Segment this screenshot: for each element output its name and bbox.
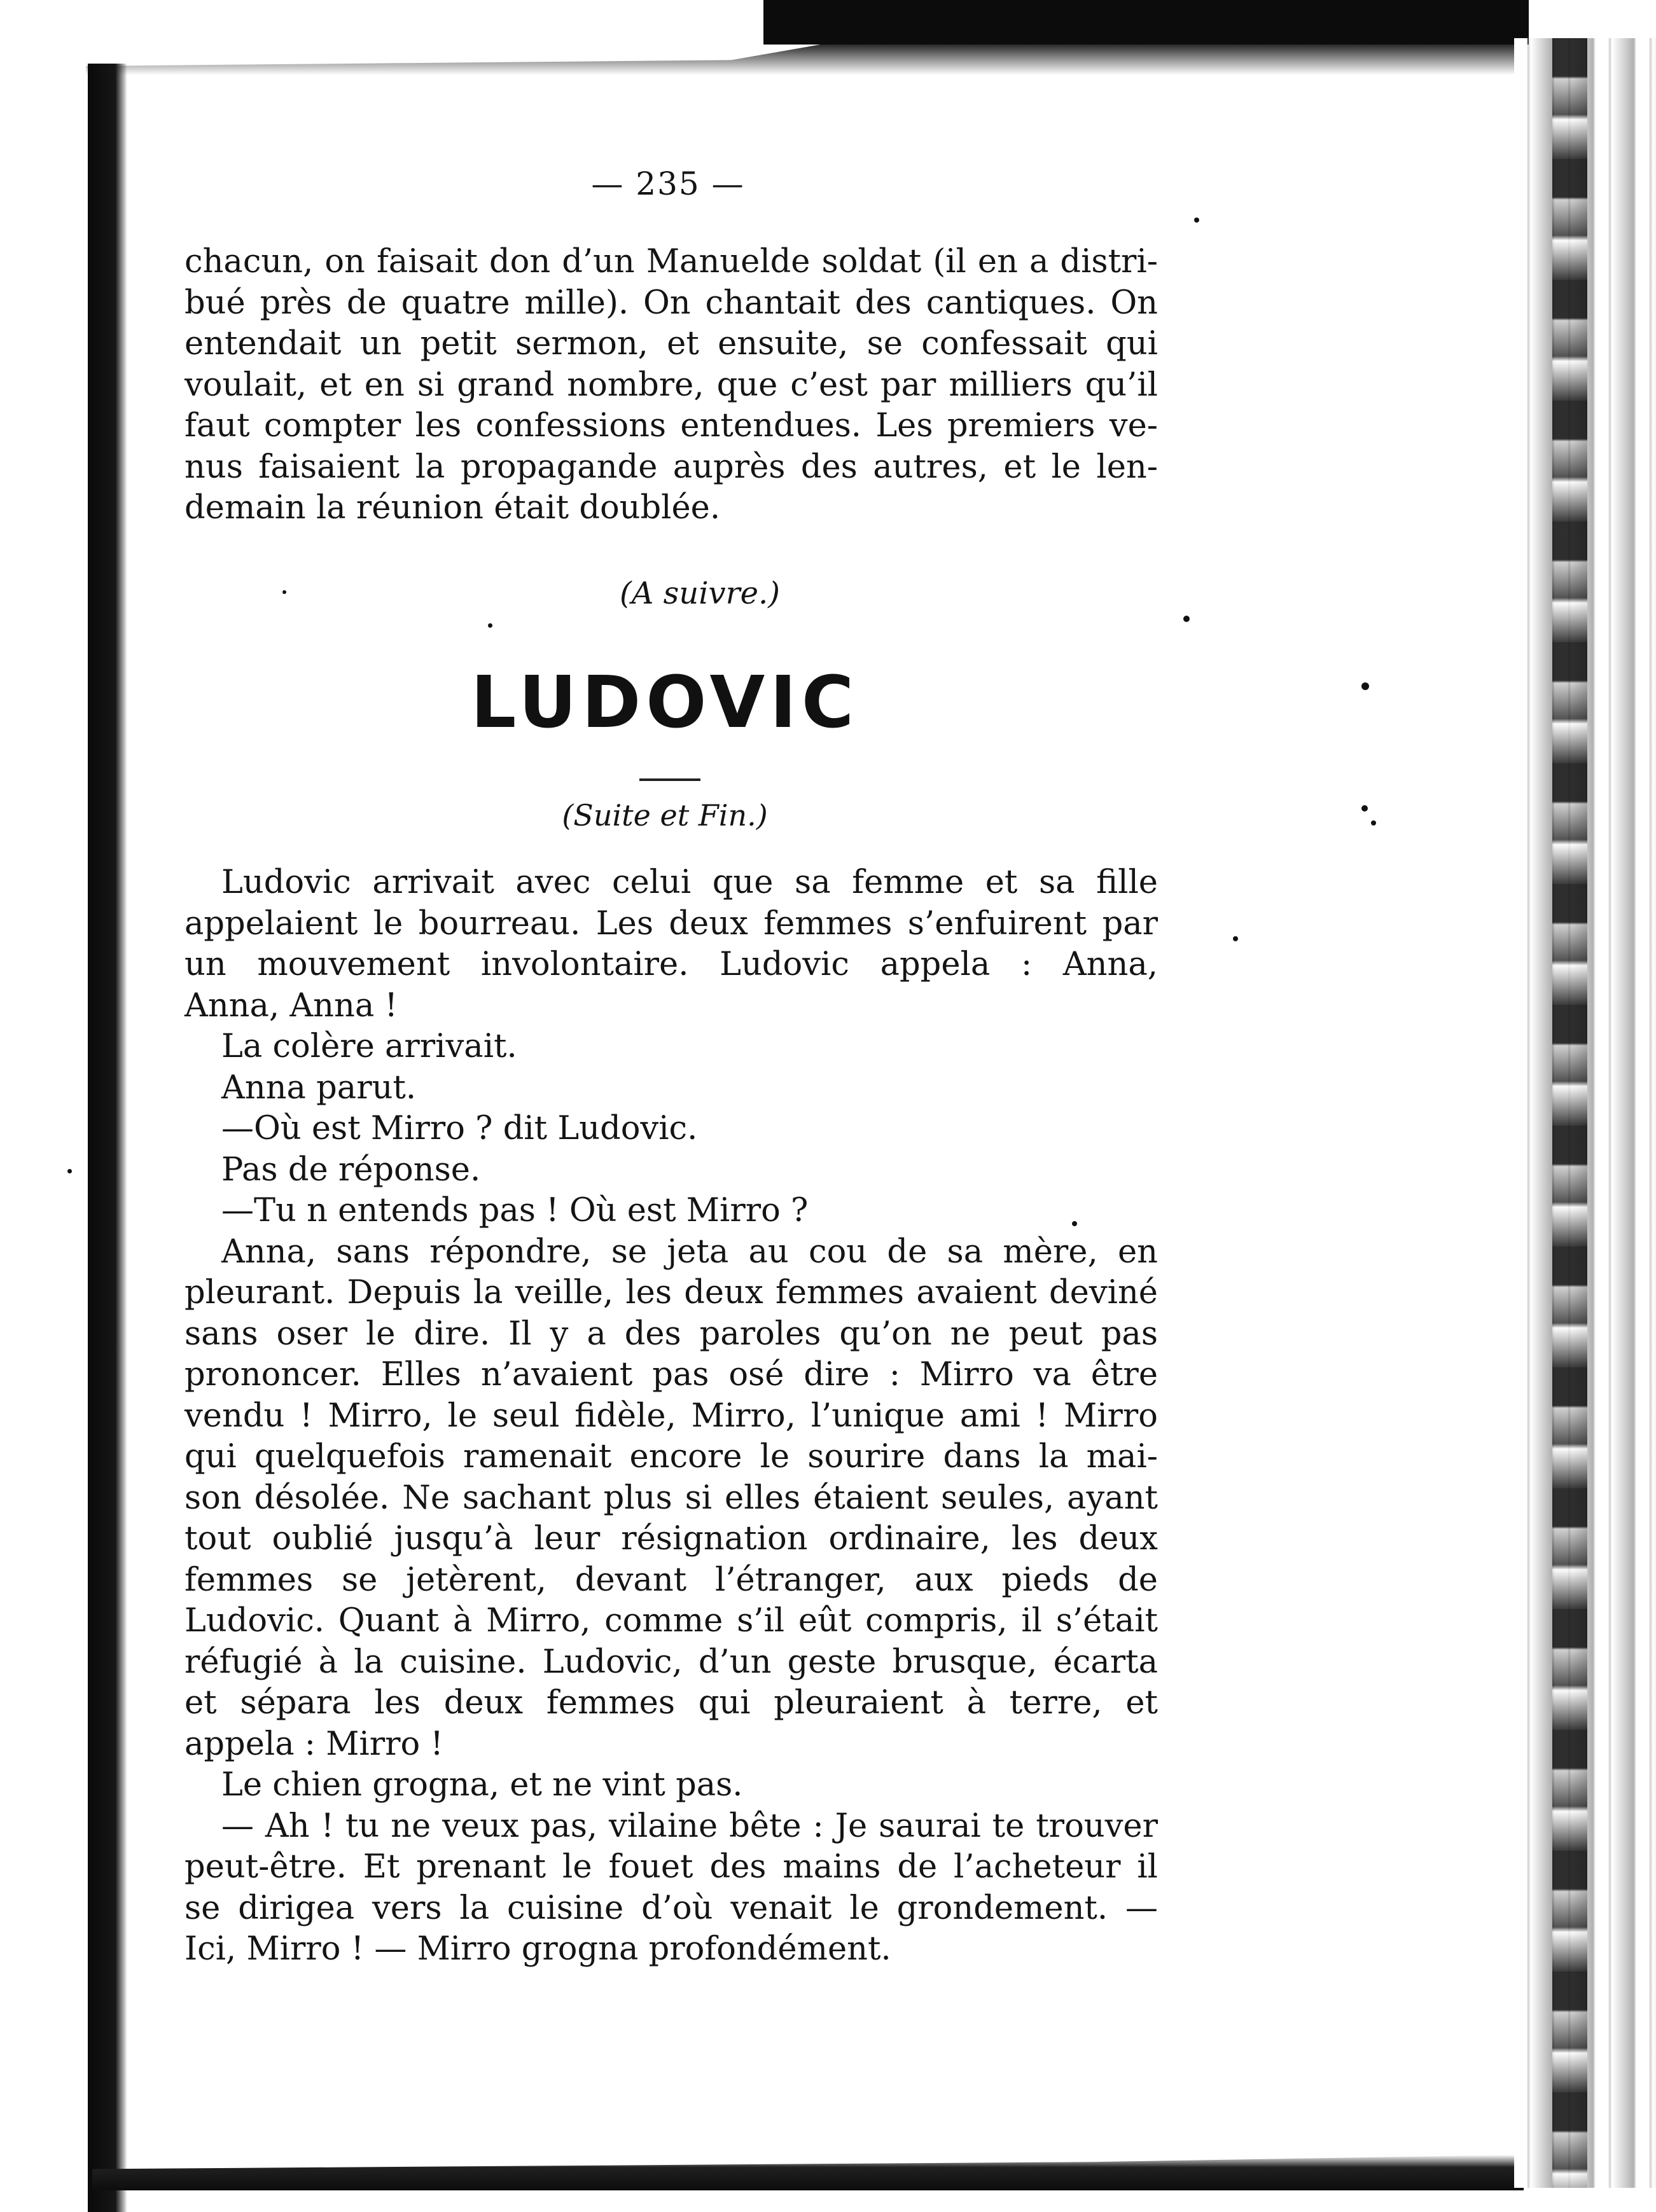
text-line: peut-être. Et prenant le fouet des mains de l’acheteur il xyxy=(184,1848,1158,1886)
scan-border-bottom xyxy=(92,2155,1524,2190)
text-line: Pas de réponse. xyxy=(221,1151,481,1189)
text-line: qui quelquefois ramenait encore le sourire dans la mai- xyxy=(184,1438,1158,1476)
scan-speck xyxy=(1183,616,1190,622)
text-line: sans oser le dire. Il y a des paroles qu’on ne peut pas xyxy=(184,1315,1158,1353)
text-line: et sépara les deux femmes qui pleuraient à terre, et xyxy=(184,1684,1158,1722)
text-line: faut compter les confessions entendues. Les premiers ve- xyxy=(184,407,1158,445)
scan-binding-shadow xyxy=(1552,38,1587,2188)
text-line: Anna, Anna ! xyxy=(184,986,398,1025)
scan-border-left xyxy=(88,64,127,2212)
to-be-continued-note: (A suivre.) xyxy=(620,576,780,611)
scan-speck xyxy=(1194,218,1199,223)
page-number: — 235 — xyxy=(591,165,745,202)
scan-border-top-dark xyxy=(763,0,1529,45)
text-line: un mouvement involontaire. Ludovic appela : Anna, xyxy=(184,946,1158,983)
text-line: femmes se jetèrent, devant l’étranger, aux pieds de xyxy=(184,1561,1158,1599)
text-line: appela : Mirro ! xyxy=(184,1725,443,1763)
continued-paragraph xyxy=(184,242,1158,529)
text-line: bué près de quatre mille). On chantait des cantiques. On xyxy=(184,284,1158,322)
text-line: entendait un petit sermon, et ensuite, se confessait qui xyxy=(184,325,1158,363)
title-rule xyxy=(639,778,700,781)
section-title: LUDOVIC xyxy=(471,661,859,744)
text-line: Anna parut. xyxy=(221,1068,417,1107)
scan-speck xyxy=(488,623,492,628)
text-line: demain la réunion était doublée. xyxy=(184,489,721,527)
scan-speck xyxy=(1072,1221,1077,1226)
text-line: —Où est Mirro ? dit Ludovic. xyxy=(221,1110,698,1147)
text-line: Ici, Mirro ! — Mirro grogna profondément. xyxy=(184,1930,891,1968)
text-line: —Tu n entends pas ! Où est Mirro ? xyxy=(221,1192,809,1229)
text-line: tout oublié jusqu’à leur résignation ordinaire, les deux xyxy=(184,1520,1158,1558)
text-line: appelaient le bourreau. Les deux femmes s’enfuirent par xyxy=(184,904,1158,943)
text-line: se dirigea vers la cuisine d’où venait le grondement. — xyxy=(184,1889,1158,1927)
text-line: voulait, et en si grand nombre, que c’est par milliers qu’il xyxy=(184,366,1158,404)
section-subtitle: (Suite et Fin.) xyxy=(562,798,768,833)
text-line: vendu ! Mirro, le seul fidèle, Mirro, l’unique ami ! Mirro xyxy=(184,1397,1158,1435)
scan-speck xyxy=(1233,936,1238,941)
text-line: — Ah ! tu ne veux pas, vilaine bête : Je saurai te trouver xyxy=(221,1807,1158,1845)
text-line: nus faisaient la propagande auprès des autres, et le len- xyxy=(184,448,1158,486)
text-line: pleurant. Depuis la veille, les deux femmes avaient deviné xyxy=(184,1274,1158,1311)
text-line: réfugié à la cuisine. Ludovic, d’un geste brusque, écarta xyxy=(184,1643,1158,1681)
text-line: Ludovic. Quant à Mirro, comme s’il eût compris, il s’était xyxy=(184,1602,1158,1640)
text-line: Ludovic arrivait avec celui que sa femme et sa fille xyxy=(221,864,1158,901)
text-line: La colère arrivait. xyxy=(221,1028,517,1065)
scan-speck xyxy=(1361,805,1368,812)
story-body xyxy=(184,862,1158,1970)
text-line: Anna, sans répondre, se jeta au cou de sa mère, en xyxy=(221,1233,1158,1271)
scan-speck xyxy=(67,1169,72,1173)
scan-speck xyxy=(282,590,286,594)
scan-speck xyxy=(1361,682,1369,690)
text-line: prononcer. Elles n’avaient pas osé dire : Mirro va être xyxy=(184,1356,1158,1393)
text-line: chacun, on faisait don d’un Manuelde soldat (il en a distri- xyxy=(184,243,1158,280)
text-line: son désolée. Ne sachant plus si elles étaient seules, ayant xyxy=(184,1479,1158,1517)
text-line: Le chien grogna, et ne vint pas. xyxy=(221,1766,743,1804)
scan-speck xyxy=(1371,820,1376,826)
